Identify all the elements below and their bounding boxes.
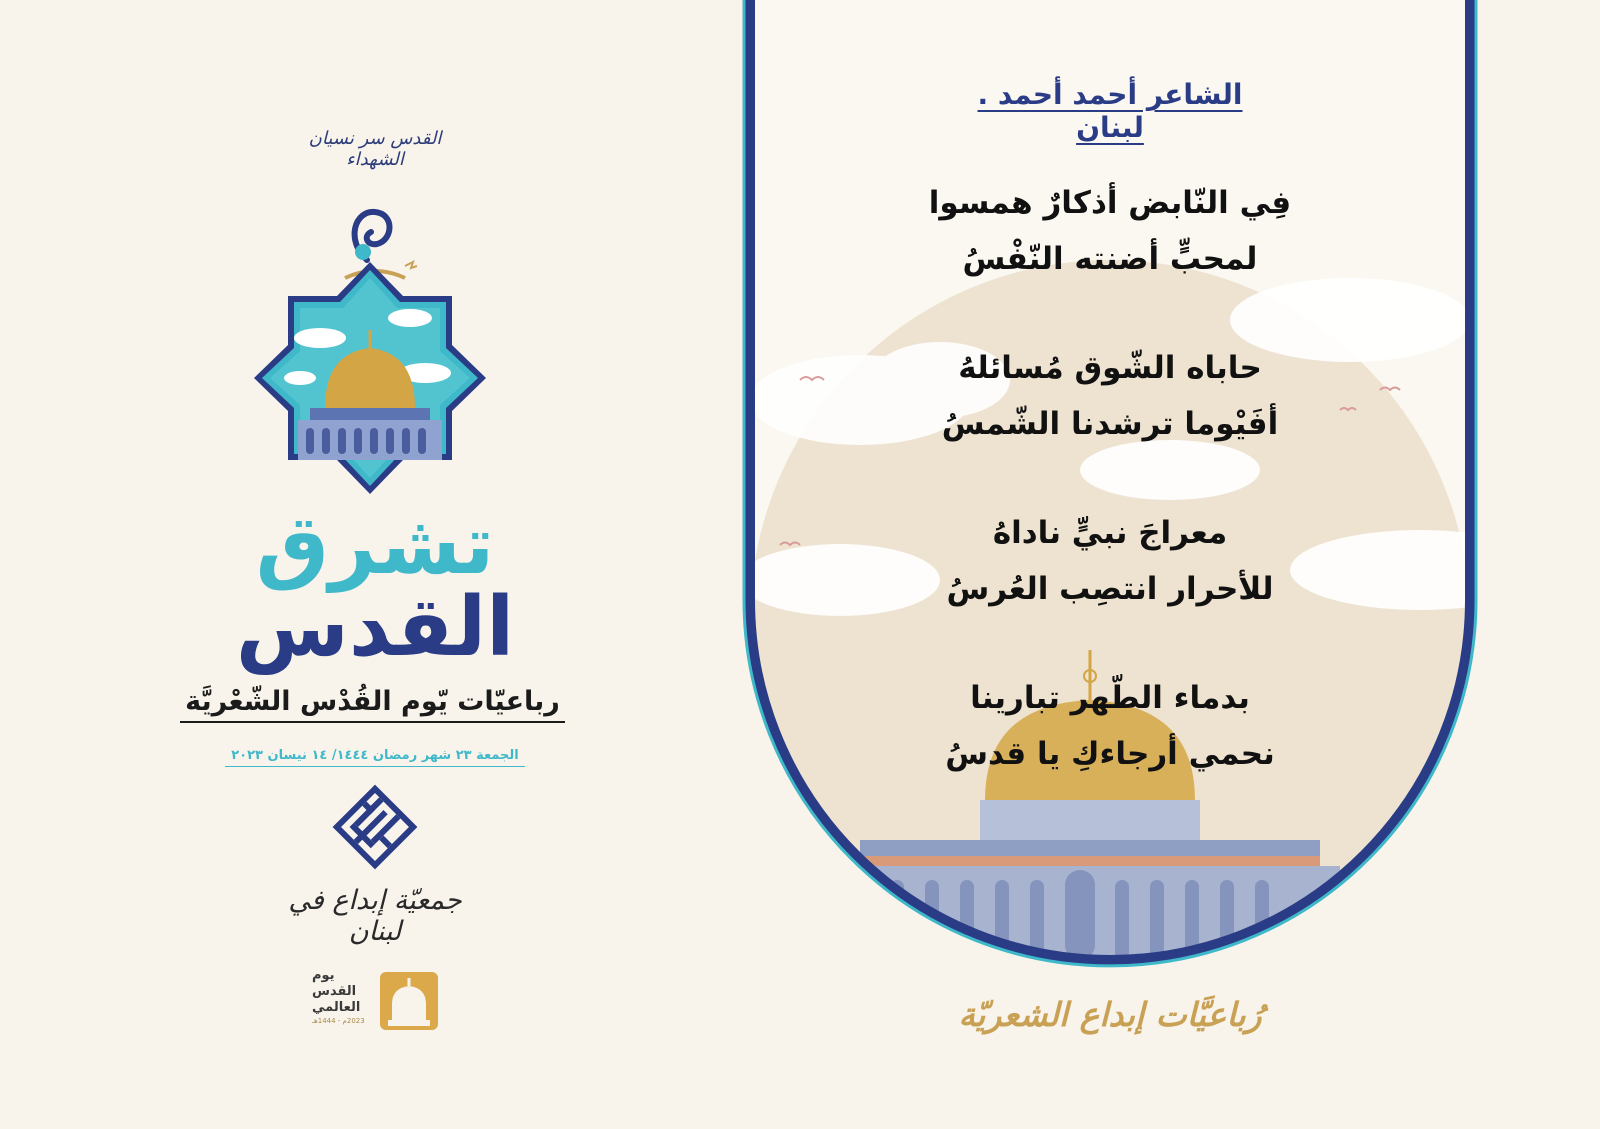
verse-line: حاباه الشّوق مُسائلهُ bbox=[958, 350, 1262, 386]
verse-line: فِي النّابض أذكارٌ همسوا bbox=[928, 185, 1292, 221]
footer-brand: رُباعيَّات إبداع الشعريّة bbox=[958, 995, 1262, 1034]
stanza-1 bbox=[910, 175, 1310, 287]
dome-icon bbox=[378, 970, 440, 1032]
verse-line: أفَيْوما ترشدنا الشّمسُ bbox=[941, 406, 1279, 442]
quds-day-line2: القدس bbox=[312, 984, 357, 999]
arch-frame bbox=[740, 0, 1520, 1000]
verse-line: لمحبٍّ أضنته النّفْسُ bbox=[962, 241, 1258, 277]
stanza-2 bbox=[910, 340, 1310, 452]
festival-title bbox=[160, 498, 590, 675]
festival-title-word2: القدس bbox=[235, 580, 515, 675]
poet-name: الشاعر أحمد أحمد . لبنان bbox=[977, 78, 1243, 144]
ornament-icon bbox=[345, 212, 417, 278]
stanza-3 bbox=[910, 505, 1310, 617]
verse-line: معراجَ نبيٍّ ناداهُ bbox=[992, 515, 1228, 551]
festival-title-word1: تشرق bbox=[255, 498, 495, 593]
quds-day-label bbox=[312, 968, 370, 1026]
poem-panel bbox=[740, 0, 1600, 1129]
verse-line: بدماء الطّهر تبارينا bbox=[970, 680, 1250, 716]
verse-line: نحمي أرجاءكِ يا قدسُ bbox=[945, 736, 1275, 772]
quds-day-logo bbox=[312, 968, 442, 1038]
dome-of-rock-emblem bbox=[245, 200, 505, 510]
event-subtitle: رباعيّات يّوم القُدْس الشّعْريَّة bbox=[180, 686, 565, 723]
calligraphy-motto: القدس سر نسيان الشهداء bbox=[308, 128, 442, 170]
verse-line: للأحرار انتصِب العُرسُ bbox=[946, 571, 1274, 607]
kufic-square-logo-icon bbox=[330, 782, 420, 872]
cover-panel bbox=[0, 0, 740, 1129]
stanza-4 bbox=[910, 670, 1310, 782]
quds-day-line3: العالمي bbox=[312, 1000, 361, 1015]
quds-day-years: 2023م - 1444هـ bbox=[312, 1017, 365, 1025]
association-name: جمعيّة إبداع في لبنان bbox=[288, 885, 462, 947]
quds-day-line1: يوم bbox=[312, 968, 335, 983]
event-date: الجمعة ٢٣ شهر رمضان ١٤٤٤/ ١٤ نيسان ٢٠٢٣ bbox=[225, 748, 525, 767]
